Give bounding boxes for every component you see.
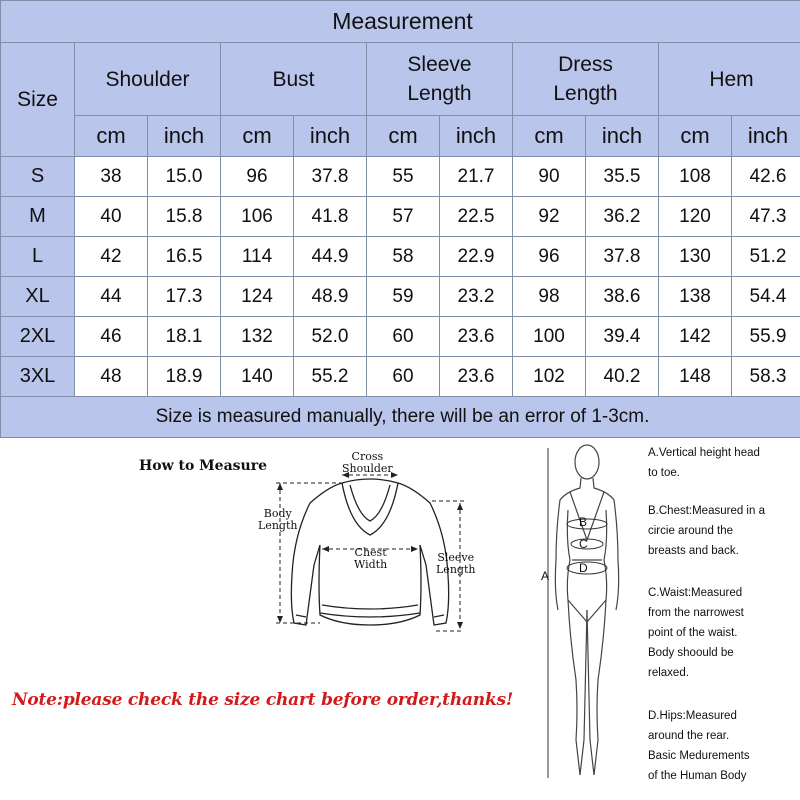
body-marker-c: C (579, 537, 588, 551)
unit-inch: inch (148, 116, 221, 157)
value-cell: 114 (221, 237, 294, 277)
sweater-diagram (250, 445, 490, 645)
table-row (1, 317, 800, 357)
value-cell: 51.2 (732, 237, 800, 277)
body-length-label: Body Length (258, 507, 298, 532)
body-marker-a: A (541, 569, 550, 583)
value-cell: 124 (221, 277, 294, 317)
value-cell: 106 (221, 197, 294, 237)
value-cell: 18.1 (148, 317, 221, 357)
value-cell: 22.5 (440, 197, 513, 237)
value-cell: 15.0 (148, 157, 221, 197)
value-cell: 140 (221, 357, 294, 397)
table-body (1, 157, 800, 397)
value-cell: 39.4 (586, 317, 659, 357)
table-row (1, 277, 800, 317)
value-cell: 40.2 (586, 357, 659, 397)
value-cell: 48.9 (294, 277, 367, 317)
unit-cm: cm (221, 116, 294, 157)
value-cell: 44.9 (294, 237, 367, 277)
value-cell: 52.0 (294, 317, 367, 357)
how-to-measure-title: How to Measure (139, 458, 267, 474)
value-cell: 37.8 (586, 237, 659, 277)
unit-inch: inch (586, 116, 659, 157)
value-cell: 18.9 (148, 357, 221, 397)
description-c: C.Waist:Measured from the narrowest point of the waist. Body shoould be relaxed. (648, 587, 744, 679)
value-cell: 60 (367, 317, 440, 357)
value-cell: 60 (367, 357, 440, 397)
value-cell: 92 (513, 197, 586, 237)
value-cell: 41.8 (294, 197, 367, 237)
body-marker-b: B (579, 515, 588, 529)
value-cell: 38.6 (586, 277, 659, 317)
chest-width-label: Chest Width (354, 546, 388, 571)
value-cell: 35.5 (586, 157, 659, 197)
value-cell: 57 (367, 197, 440, 237)
group-header-sleeve-length: Sleeve Length (367, 43, 513, 116)
group-header-shoulder: Shoulder (75, 43, 221, 116)
value-cell: 58.3 (732, 357, 800, 397)
measurement-error-note: Size is measured manually, there will be an error of 1-3cm. (1, 397, 800, 438)
value-cell: 90 (513, 157, 586, 197)
table-row (1, 357, 800, 397)
value-cell: 23.2 (440, 277, 513, 317)
value-cell: 132 (221, 317, 294, 357)
size-cell: 3XL (1, 357, 75, 397)
unit-cm: cm (659, 116, 732, 157)
table-title: Measurement (1, 1, 800, 43)
value-cell: 96 (221, 157, 294, 197)
value-cell: 54.4 (732, 277, 800, 317)
value-cell: 23.6 (440, 317, 513, 357)
value-cell: 108 (659, 157, 732, 197)
value-cell: 36.2 (586, 197, 659, 237)
value-cell: 55 (367, 157, 440, 197)
size-cell: 2XL (1, 317, 75, 357)
unit-cm: cm (367, 116, 440, 157)
value-cell: 46 (75, 317, 148, 357)
value-cell: 21.7 (440, 157, 513, 197)
size-cell: S (1, 157, 75, 197)
size-chart-reminder: Note:please check the size chart before order,thanks! (12, 690, 514, 710)
value-cell: 44 (75, 277, 148, 317)
value-cell: 40 (75, 197, 148, 237)
value-cell: 100 (513, 317, 586, 357)
sleeve-length-label: Sleeve Length (436, 551, 476, 576)
value-cell: 98 (513, 277, 586, 317)
unit-inch: inch (440, 116, 513, 157)
group-header-dress-length: Dress Length (513, 43, 659, 116)
unit-inch: inch (294, 116, 367, 157)
value-cell: 48 (75, 357, 148, 397)
description-d: D.Hips:Measured around the rear. Basic Medurements of the Human Body (648, 710, 750, 782)
value-cell: 15.8 (148, 197, 221, 237)
value-cell: 22.9 (440, 237, 513, 277)
table-row (1, 157, 800, 197)
value-cell: 138 (659, 277, 732, 317)
value-cell: 148 (659, 357, 732, 397)
size-cell: M (1, 197, 75, 237)
value-cell: 17.3 (148, 277, 221, 317)
value-cell: 42 (75, 237, 148, 277)
cross-shoulder-label: Cross Shoulder (342, 450, 393, 475)
description-b: B.Chest:Measured in a circie around the breasts and back. (648, 505, 765, 557)
size-cell: L (1, 237, 75, 277)
value-cell: 47.3 (732, 197, 800, 237)
value-cell: 142 (659, 317, 732, 357)
value-cell: 16.5 (148, 237, 221, 277)
value-cell: 102 (513, 357, 586, 397)
body-marker-d: D (579, 561, 588, 575)
value-cell: 58 (367, 237, 440, 277)
table-row (1, 237, 800, 277)
body-diagram (540, 440, 640, 790)
unit-cm: cm (75, 116, 148, 157)
table-row (1, 197, 800, 237)
size-column-header: Size (1, 43, 75, 157)
value-cell: 23.6 (440, 357, 513, 397)
group-header-bust: Bust (221, 43, 367, 116)
value-cell: 55.9 (732, 317, 800, 357)
unit-inch: inch (732, 116, 800, 157)
value-cell: 120 (659, 197, 732, 237)
value-cell: 37.8 (294, 157, 367, 197)
value-cell: 38 (75, 157, 148, 197)
unit-cm: cm (513, 116, 586, 157)
size-cell: XL (1, 277, 75, 317)
group-header-hem: Hem (659, 43, 800, 116)
description-a: A.Vertical height head to toe. (648, 447, 760, 479)
value-cell: 130 (659, 237, 732, 277)
value-cell: 55.2 (294, 357, 367, 397)
value-cell: 59 (367, 277, 440, 317)
value-cell: 42.6 (732, 157, 800, 197)
value-cell: 96 (513, 237, 586, 277)
